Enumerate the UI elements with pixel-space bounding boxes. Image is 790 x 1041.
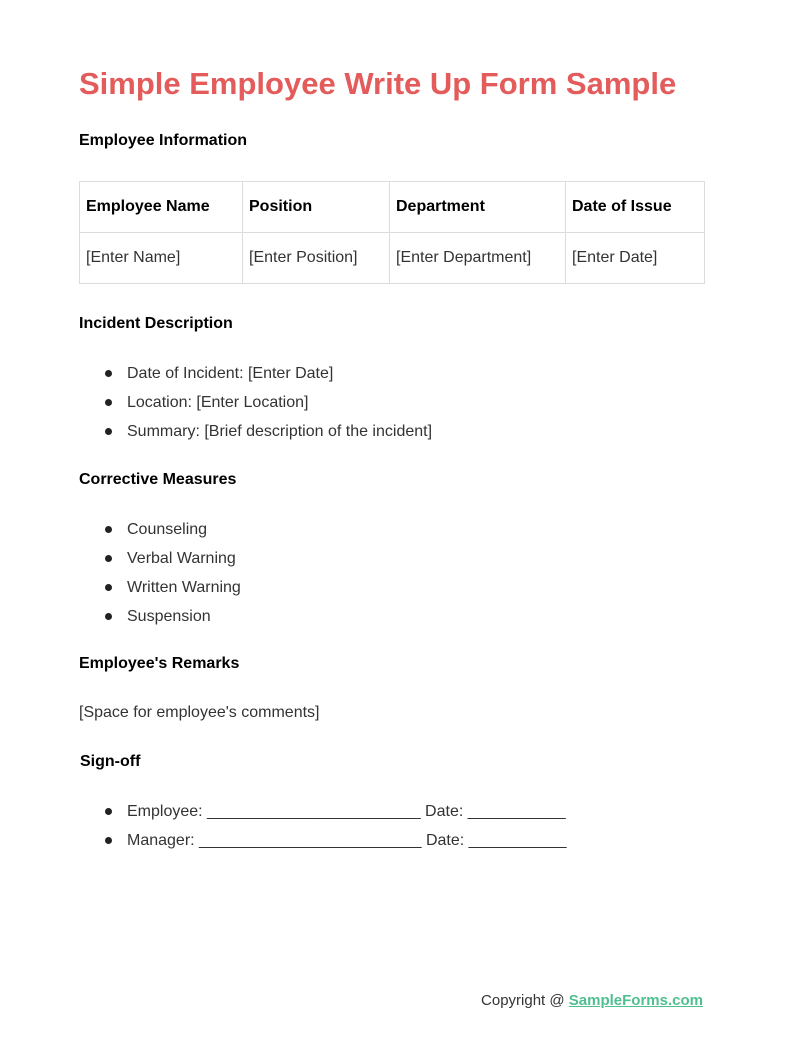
bullet-icon [105, 526, 112, 533]
bullet-icon [105, 555, 112, 562]
cell-department: [Enter Department] [390, 233, 566, 284]
sampleforms-link[interactable]: SampleForms.com [568, 992, 703, 1009]
employee-info-heading: Employee Information [79, 132, 248, 149]
page-title: Simple Employee Write Up Form Sample [79, 66, 677, 101]
header-position: Position [243, 182, 390, 233]
corrective-list [79, 520, 241, 636]
signoff-heading: Sign-off [80, 753, 141, 770]
bullet-icon [105, 613, 112, 620]
header-employee-name: Employee Name [80, 182, 243, 233]
list-item-text: Written Warning [127, 579, 241, 596]
list-item [79, 520, 241, 549]
cell-employee-name: [Enter Name] [80, 233, 243, 284]
incident-heading: Incident Description [79, 315, 233, 332]
list-item [79, 831, 567, 860]
signoff-list [79, 802, 567, 860]
corrective-heading: Corrective Measures [79, 471, 237, 488]
list-item-text: Verbal Warning [127, 550, 236, 567]
copyright-text: Copyright @ [481, 992, 569, 1009]
remarks-heading: Employee's Remarks [79, 655, 240, 672]
list-item [79, 364, 432, 393]
cell-date-of-issue: [Enter Date] [566, 233, 705, 284]
cell-position: [Enter Position] [243, 233, 390, 284]
employee-signature-line: Employee: ________________________ Date: ___________ [127, 803, 566, 820]
bullet-icon [105, 370, 112, 377]
list-item-text: Date of Incident: [Enter Date] [127, 365, 334, 382]
list-item [79, 393, 432, 422]
list-item [79, 802, 567, 831]
remarks-text: [Space for employee's comments] [79, 704, 320, 721]
footer [481, 992, 703, 1009]
employee-info-table [79, 181, 705, 284]
list-item-text: Summary: [Brief description of the incident] [127, 423, 433, 440]
list-item-text: Suspension [127, 608, 211, 625]
bullet-icon [105, 808, 112, 815]
list-item [79, 578, 241, 607]
table-header-row [80, 182, 705, 233]
header-date-of-issue: Date of Issue [566, 182, 705, 233]
list-item [79, 607, 241, 636]
bullet-icon [105, 428, 112, 435]
table-row [80, 233, 705, 284]
list-item [79, 549, 241, 578]
list-item-text: Location: [Enter Location] [127, 394, 309, 411]
list-item [79, 422, 432, 451]
bullet-icon [105, 584, 112, 591]
bullet-icon [105, 837, 112, 844]
bullet-icon [105, 399, 112, 406]
header-department: Department [390, 182, 566, 233]
incident-list [79, 364, 432, 451]
manager-signature-line: Manager: _________________________ Date: ___________ [127, 832, 567, 849]
list-item-text: Counseling [127, 521, 208, 538]
